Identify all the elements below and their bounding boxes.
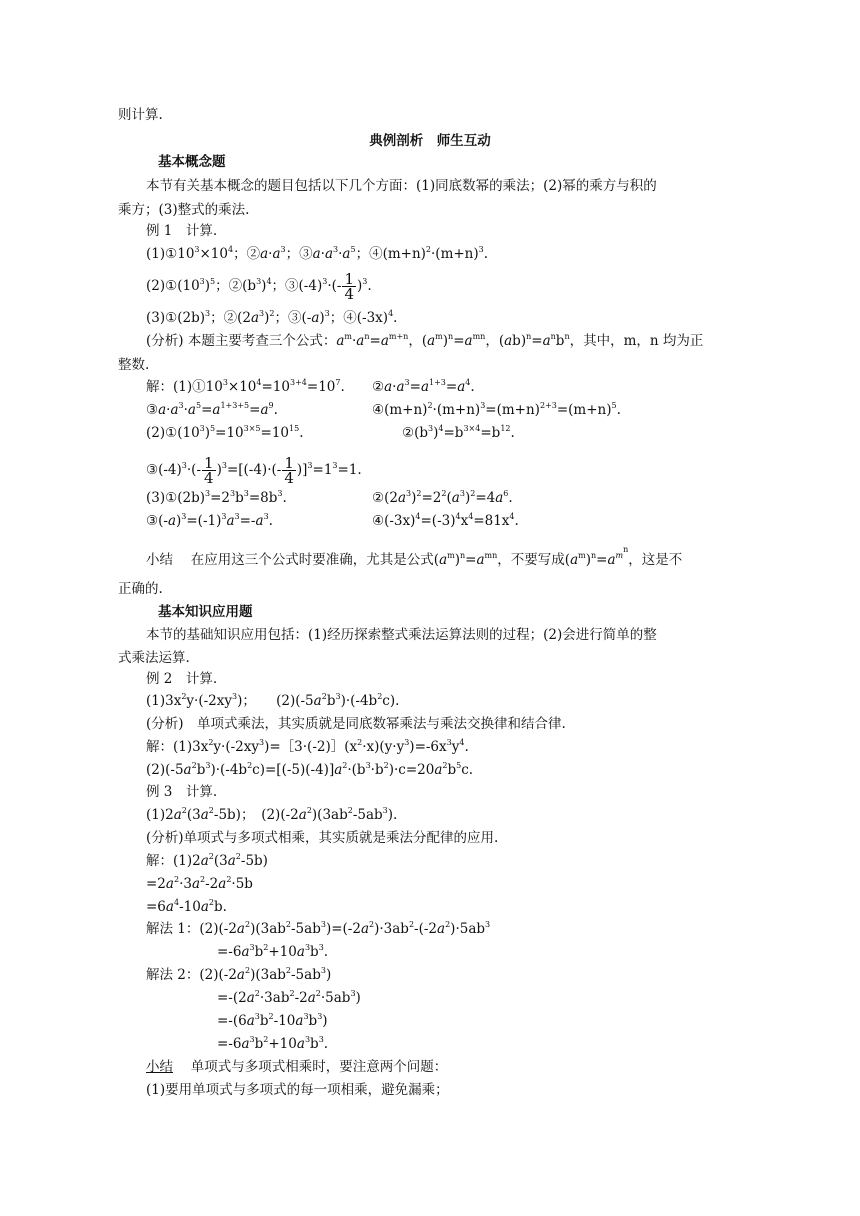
example-3-problem: $(1)2a^2(3a^2-5b)$； $(2)(-2a^2)(3ab^2-5ab^3)$. <box>146 806 398 823</box>
example-3-label: 例 3 计算. <box>146 784 218 800</box>
example-1-row-1: $(1)①10^3\times 10^4$；$②a\cdot a^3$；$③a\cdot a^3\cdot a^5$；$④(m+n)^2\cdot(m+n)^3$. <box>146 245 489 262</box>
example-1-analysis-cont: 整数. <box>118 357 150 373</box>
example-3-solution-1b: $=2a^2\cdot 3a^2-2a^2\cdot 5b$ <box>146 875 253 892</box>
summary-2-point-1: (1)要用单项式与多项式的每一项相乘，避免漏乘； <box>146 1082 449 1098</box>
solution-2-a: $(2)①(10^3)^5=10^{3\times 5}=10^{15}$. <box>146 424 304 441</box>
basic-apps-heading: 基本知识应用题 <box>158 604 253 620</box>
solution-2-b: $②(b^3)^4=b^{3\times 4}=b^{12}$. <box>402 424 515 441</box>
solution-3-b: $②(2a^3)^2=2^2(a^3)^2=4a^6$. <box>372 489 513 506</box>
basic-apps-desc-2: 式乘法运算. <box>118 650 190 666</box>
example-3-method-1b: $=-6a^3b^2+10a^3b^3$. <box>217 943 329 960</box>
summary-1: 小结 在应用这三个公式时要准确，尤其是公式$(a^m)^n=a^{mn}$，不要写成$(a^m)^n=a^{m^n}$，这是不 <box>146 545 683 568</box>
example-3-method-1a: 解法 1：$(2)(-2a^2)(3ab^2-5ab^3)=(-2a^2)\cdot 3ab^2-(-2a^2)\cdot 5ab^3$ <box>146 920 491 937</box>
solution-1-b: $②a\cdot a^3=a^{1+3}=a^4$. <box>372 378 475 395</box>
example-3-method-2c: $=-(6a^3b^2-10a^3b^3)$ <box>217 1012 328 1029</box>
example-2-problem: $(1)3x^2y\cdot(-2xy^3)$； $(2)(-5a^2b^3)\cdot(-4b^2c)$. <box>146 692 400 709</box>
example-3-method-2a: 解法 2：$(2)(-2a^2)(3ab^2-5ab^3)$ <box>146 966 332 983</box>
summary-1-cont: 正确的. <box>118 581 163 597</box>
example-3-solution-1c: $=6a^4-10a^2b$. <box>146 898 227 915</box>
example-1-row-2: $(2)①(10^3)^5$；$②(b^3)^4$；$③(-4)^3\cdot(-$ $\frac{1}{4}$ )$^3$. <box>146 270 372 303</box>
example-2-label: 例 2 计算. <box>146 671 218 687</box>
example-3-method-2d: $=-6a^3b^2+10a^3b^3$. <box>217 1035 329 1052</box>
solution-3-c: $③(-a)^3=(-1)^3a^3=-a^3$. <box>146 512 273 529</box>
basic-apps-desc-1: 本节的基础知识应用包括：(1)经历探索整式乘法运算法则的过程；(2)会进行简单的整 <box>146 627 657 643</box>
solution-3-d: $④(-3x)^4=(-3)^4x^4=81x^4$. <box>372 512 519 529</box>
solution-1-a: 解：$(1)①10^3\times 10^4=10^{3+4}=10^7$. <box>146 378 345 395</box>
basic-concepts-desc-1: 本节有关基本概念的题目包括以下几个方面：(1)同底数幂的乘法；(2)幂的乘方与积的 <box>146 178 657 194</box>
example-3-method-2b: $=-(2a^2\cdot 3ab^2-2a^2\cdot 5ab^3)$ <box>217 989 361 1006</box>
solution-1-d: $④(m+n)^2\cdot(m+n)^3=(m+n)^{2+3}=(m+n)^5$. <box>372 401 621 418</box>
solution-2-c: $③(-4)^3\cdot(-$ $\frac{1}{4}$ )$^3$=[(-4)·(- $\frac{1}{4}$ )]$^3=1^3=1$. <box>146 454 362 487</box>
summary-2: 小结 单项式与多项式相乘时，要注意两个问题： <box>146 1059 448 1075</box>
basic-concepts-desc-2: 乘方；(3)整式的乘法. <box>118 202 250 218</box>
example-3-solution-1a: 解：$(1)2a^2(3a^2-5b)$ <box>146 852 268 869</box>
example-2-analysis: (分析) 单项式乘法，其实质就是同底数幂乘法与乘法交换律和结合律. <box>146 716 566 732</box>
example-1-analysis: (分析) 本题主要考查三个公式：$a^m\cdot a^n=a^{m+n}$，$(a^m)^n=a^{mn}$，$(ab)^n=a^nb^n$，其中，m，n 均为正 <box>146 332 704 349</box>
example-2-solution-2: $(2)(-5a^2b^3)\cdot(-4b^2c)=[(-5)(-4)]a^2\cdot(b^3\cdot b^2)\cdot c=20a^2b^5c$. <box>146 761 474 778</box>
basic-concepts-heading: 基本概念题 <box>158 154 226 170</box>
solution-1-c: $③a\cdot a^3\cdot a^5=a^{1+3+5}=a^9$. <box>146 401 278 418</box>
example-1-label: 例 1 计算. <box>146 223 218 239</box>
example-1-row-3: $(3)①(2b)^3$；$②(2a^3)^2$；$③(-a)^3$；$④(-3x)^4$. <box>146 309 398 326</box>
intro-tail: 则计算. <box>118 107 163 123</box>
section-title: 典例剖析 师生互动 <box>369 133 491 149</box>
solution-3-a: $(3)①(2b)^3=2^3b^3=8b^3$. <box>146 489 287 506</box>
example-3-analysis: (分析)单项式与多项式相乘，其实质就是乘法分配律的应用. <box>146 830 499 846</box>
example-2-solution-1: 解：$(1)3x^2y\cdot(-2xy^3)=[3\cdot(-2)](x^2\cdot x)(y\cdot y^3)=-6x^3y^4$. <box>146 738 469 755</box>
